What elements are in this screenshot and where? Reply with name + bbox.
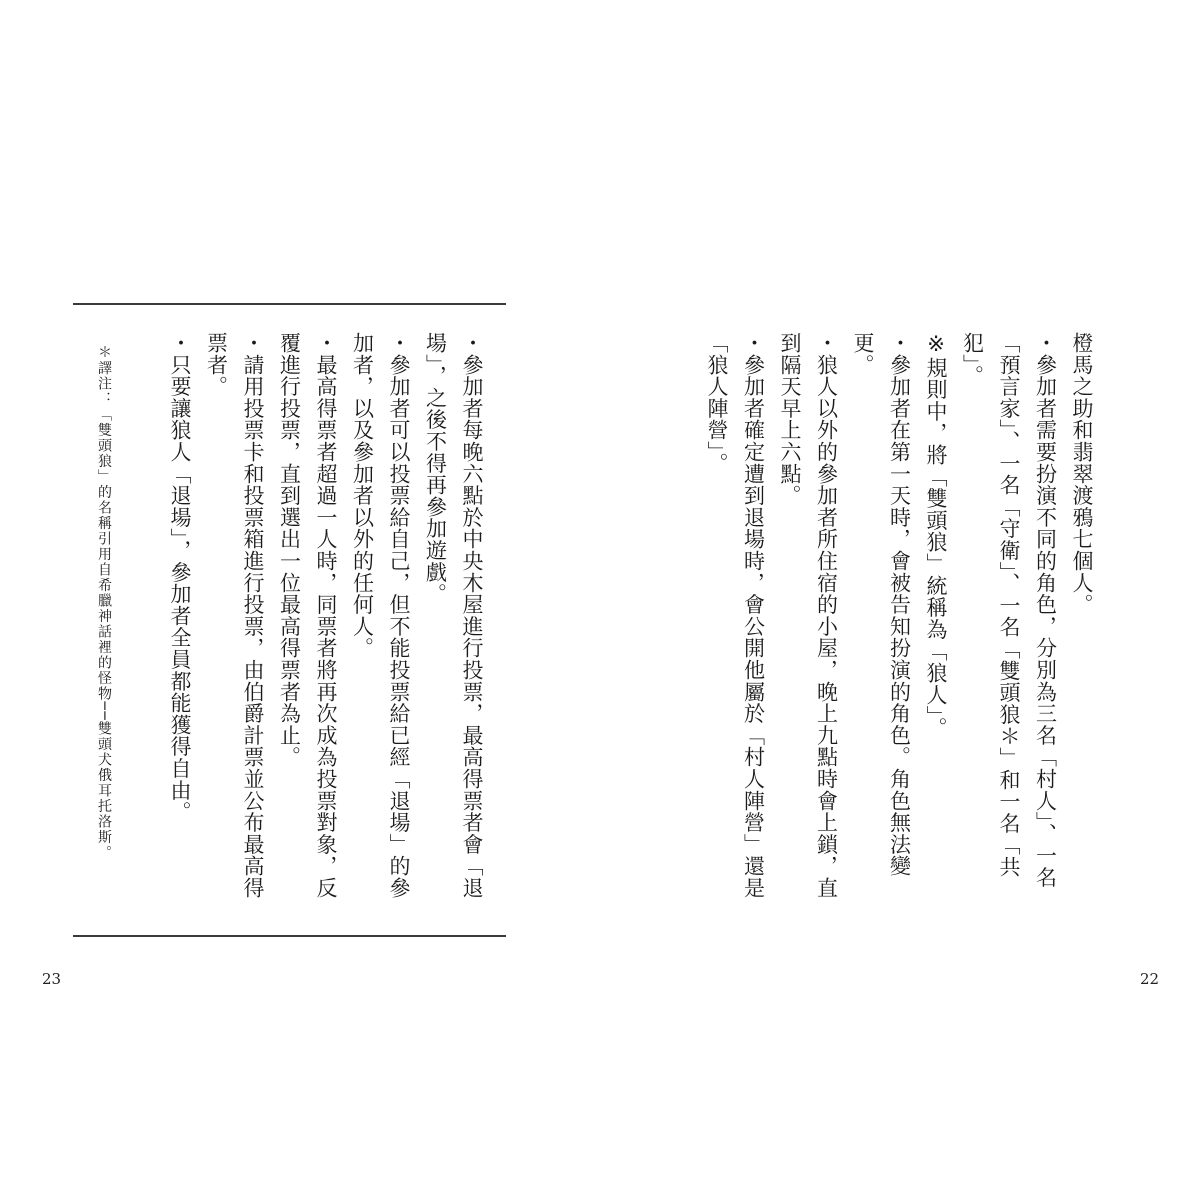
paragraph: ・參加者需要扮演不同的角色，分別為三名「村人」、一名「預言家」、一名「守衛」、一名「雙頭狼＊」和一名「共犯」。 — [960, 332, 1058, 889]
right-page-text — [700, 332, 1100, 912]
paragraph: ・參加者每晚六點於中央木屋進行投票，最高得票者會「退場」，之後不得再參加遊戲。 — [423, 332, 484, 899]
paragraph: ・參加者確定遭到退場時，會公開他屬於「村人陣營」還是「狼人陣營」。 — [705, 332, 766, 899]
bottom-rule — [73, 935, 506, 937]
paragraph: ・狼人以外的參加者所住宿的小屋，晚上九點時會上鎖，直到隔天早上六點。 — [778, 332, 839, 899]
page-number: 22 — [1140, 970, 1160, 988]
paragraph: ・請用投票卡和投票箱進行投票，由伯爵計票並公布最高得票者。 — [204, 332, 265, 899]
paragraph: ※規則中，將「雙頭狼」統稱為「狼人」。 — [924, 332, 948, 739]
paragraph: 橙馬之助和翡翠渡鴉七個人。 — [1070, 332, 1094, 616]
paragraph: ・參加者在第一天時，會被告知扮演的角色。角色無法變更。 — [851, 332, 912, 877]
paragraph: ・最高得票者超過一人時，同票者將再次成為投票對象，反覆進行投票，直到選出一位最高得票者為止。 — [277, 332, 338, 899]
paragraph: ・參加者可以投票給自己，但不能投票給已經「退場」的參加者，以及參加者以外的任何人。 — [350, 332, 411, 899]
left-page-text — [160, 332, 490, 912]
footnote: ＊譯注：「雙頭狼」的名稱引用自希臘神話裡的怪物──雙頭犬俄耳托洛斯。 — [96, 345, 112, 861]
page-number: 23 — [42, 970, 62, 988]
paragraph — [160, 332, 162, 912]
right-page — [600, 0, 1200, 1200]
paragraph: ・只要讓狼人「退場」，參加者全員都能獲得自由。 — [168, 332, 192, 823]
top-rule — [73, 303, 506, 305]
